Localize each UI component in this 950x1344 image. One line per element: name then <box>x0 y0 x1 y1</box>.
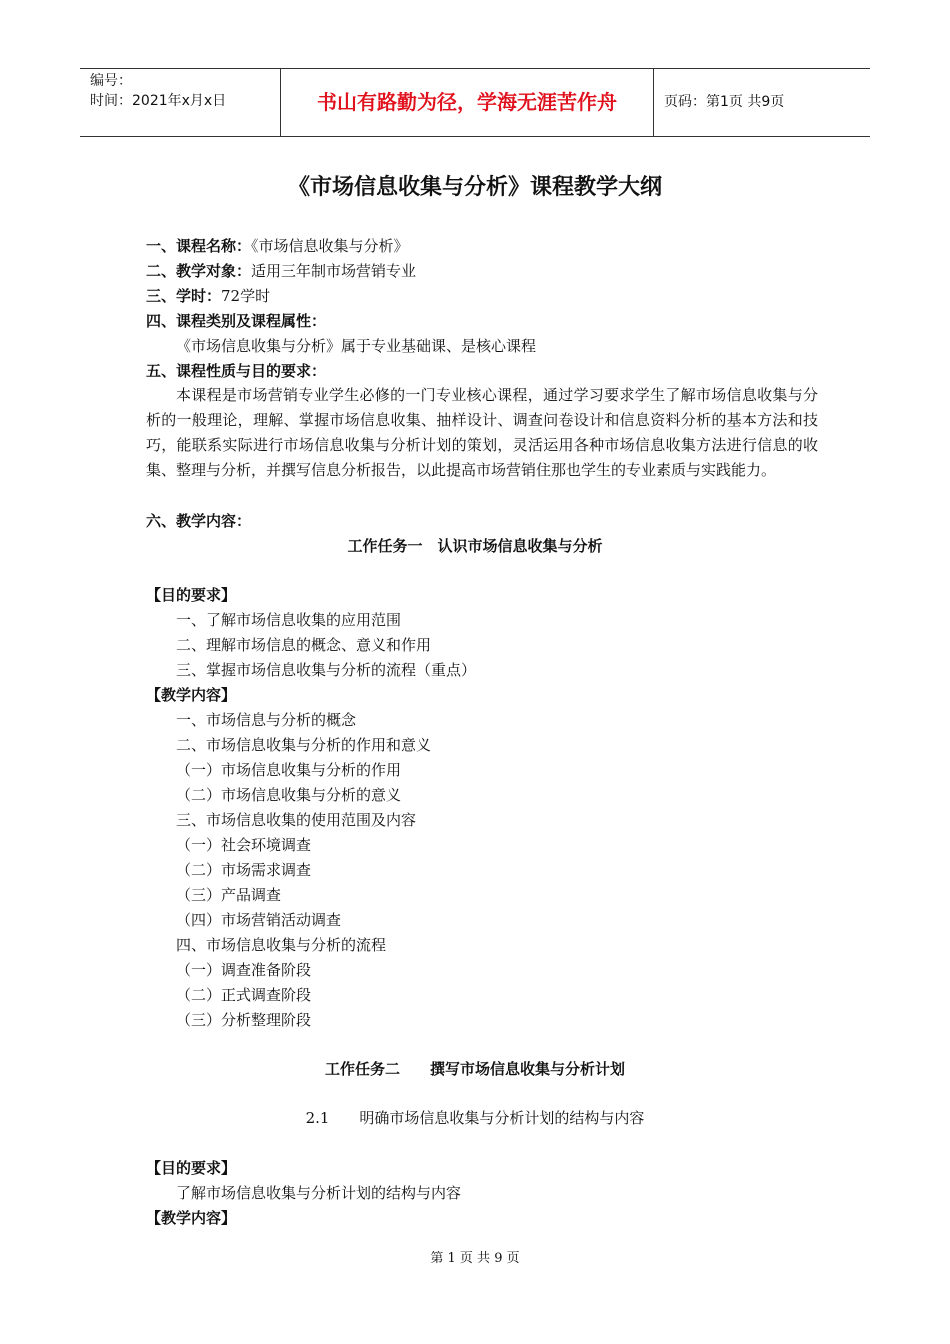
header-left-cell <box>80 69 281 136</box>
header-table <box>80 68 870 137</box>
task1-content-item: 一、市场信息与分析的概念 <box>176 711 357 729</box>
page-title: 《市场信息收集与分析》课程教学大纲 <box>287 175 662 200</box>
header-page-info: 页码：第1页 共9页 <box>664 94 785 110</box>
header-motto: 书山有路勤为径，学海无涯苦作舟 <box>281 69 654 136</box>
task1-content-item: （二）正式调查阶段 <box>176 986 312 1004</box>
task1-content-item: （一）调查准备阶段 <box>176 961 312 979</box>
section6-heading: 六、教学内容： <box>146 512 252 530</box>
task1-goal-item: 三、掌握市场信息收集与分析的流程（重点） <box>176 661 477 679</box>
task1-content-item: 三、市场信息收集的使用范围及内容 <box>176 811 417 829</box>
course-target-line: 二、教学对象：适用三年制市场营销专业 <box>146 262 417 280</box>
doc-date: 时间：2021年x月x日 <box>90 93 227 109</box>
section5-paragraph: 本课程是市场营销专业学生必修的一门专业核心课程，通过学习要求学生了解市场信息收集与分析的一般理论，理解、掌握市场信息收集、抽样设计、调查问卷设计和信息资料分析的基本方法和技巧，能联系实际进行市场信息收集与分析计划的策划，灵活运用各种市场信息收集方法进行信息的收集、整理与分析，并撰写信息分析报告，以此提高市场营销住那也学生的专业素质与实践能力。 <box>146 386 818 479</box>
page-footer: 第 1 页 共 9 页 <box>430 1251 520 1266</box>
task2-title: 工作任务二 撰写市场信息收集与分析计划 <box>324 1060 625 1078</box>
course-name-line: 一、课程名称：《市场信息收集与分析》 <box>146 237 409 255</box>
task1-content-item: （二）市场需求调查 <box>176 861 312 879</box>
course-category-text: 《市场信息收集与分析》属于专业基础课、是核心课程 <box>176 337 537 355</box>
task1-goal-item: 一、了解市场信息收集的应用范围 <box>176 611 402 629</box>
task1-title: 工作任务一 认识市场信息收集与分析 <box>347 537 603 555</box>
doc-number-label: 编号： <box>90 73 132 89</box>
task1-goals-label: 【目的要求】 <box>146 586 237 604</box>
task2-goals-label: 【目的要求】 <box>146 1159 237 1177</box>
task1-content-item: 四、市场信息收集与分析的流程 <box>176 936 387 954</box>
task2-subsection: 2.1 明确市场信息收集与分析计划的结构与内容 <box>305 1109 645 1127</box>
task1-content-item: （四）市场营销活动调查 <box>176 911 342 929</box>
course-hours-line: 三、学时：72学时 <box>146 287 271 305</box>
task2-content-label: 【教学内容】 <box>146 1209 237 1227</box>
task1-content-label: 【教学内容】 <box>146 686 237 704</box>
section5-heading: 五、课程性质与目的要求： <box>146 362 327 380</box>
task2-goal-item: 了解市场信息收集与分析计划的结构与内容 <box>176 1184 462 1202</box>
task1-content-item: （三）产品调查 <box>176 886 282 904</box>
task1-content-item: （二）市场信息收集与分析的意义 <box>176 786 402 804</box>
course-category-heading: 四、课程类别及课程属性： <box>146 312 327 330</box>
task1-content-item: （一）社会环境调查 <box>176 836 312 854</box>
task1-content-item: 二、市场信息收集与分析的作用和意义 <box>176 736 432 754</box>
task1-content-item: （一）市场信息收集与分析的作用 <box>176 761 402 779</box>
task1-goal-item: 二、理解市场信息的概念、意义和作用 <box>176 636 432 654</box>
task1-content-item: （三）分析整理阶段 <box>176 1011 312 1029</box>
